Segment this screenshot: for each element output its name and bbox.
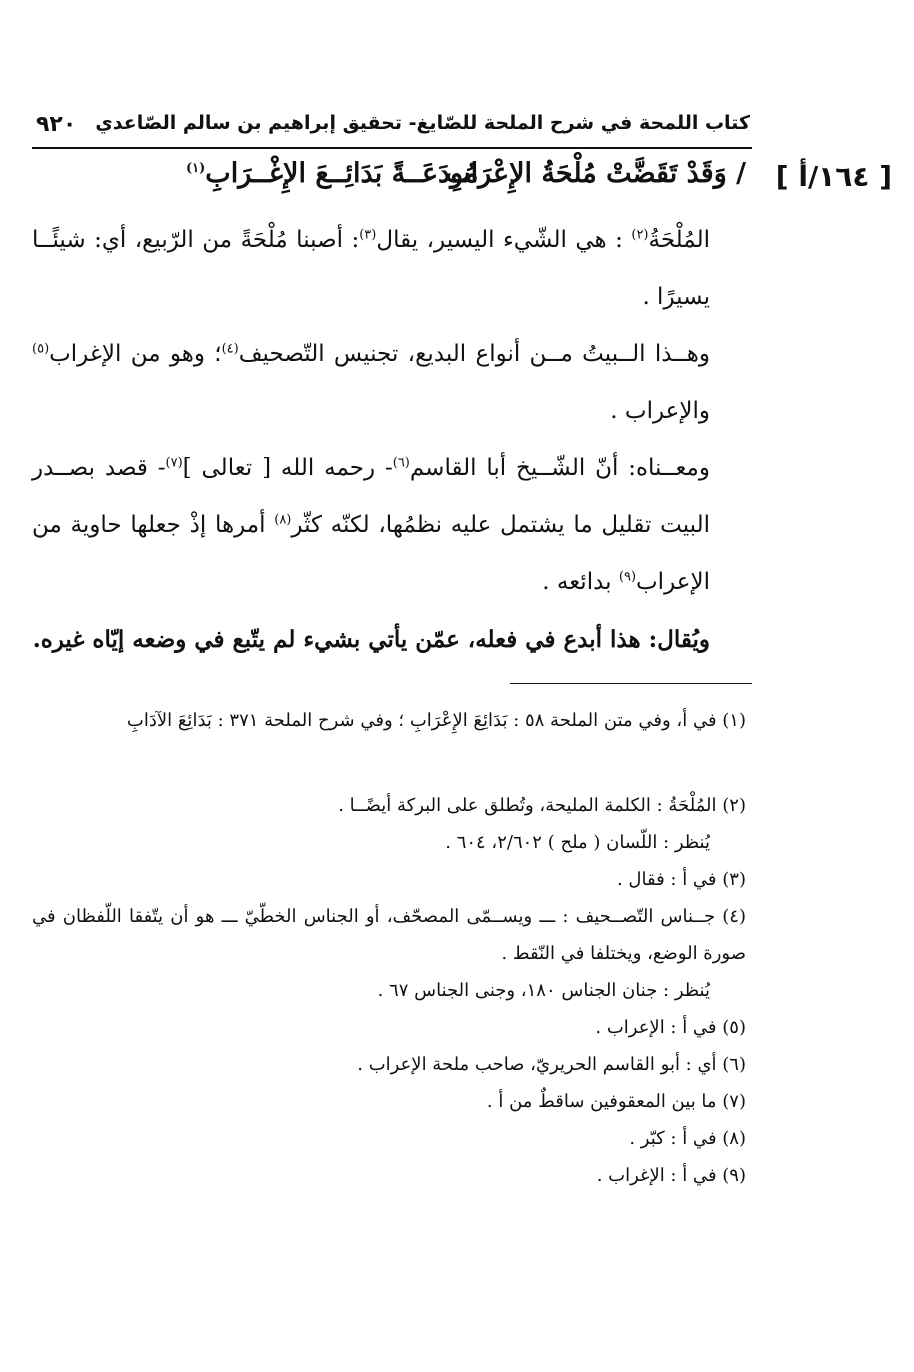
footnote-ref: (٦) xyxy=(392,455,410,471)
verse-line xyxy=(186,158,746,202)
text-run: - قصد بصــدر البيت تقليل ما يشتمل عليه نظمُها، لكنّه كثّر xyxy=(32,455,710,538)
footnote-ref: (١) xyxy=(186,161,206,176)
running-title: كتاب اللمحة في شرح الملحة للصّايغ- تحقيق إبراهيم بن سالم الصّاعدي xyxy=(95,112,750,134)
text-run: ؛ وهو من الإغراب xyxy=(49,341,222,367)
paragraph-2 xyxy=(32,326,746,440)
manuscript-folio-ref: [ ١٦٤/أ ] xyxy=(775,160,892,193)
footnote-1: (١) في أ، وفي متن الملحة ٥٨ : بَدَائِعَ الإِعْرَابِ ؛ وفي شرح الملحة ٣٧١ : بَدَائِعَ الآدَابِ xyxy=(126,710,746,731)
text-run: ومعــناه: أنّ الشّــيخ أبا القاسم xyxy=(409,455,710,481)
paragraph-4: ويُقال: هذا أبدع في فعله، عمّن يأتي بشيء لم يتّبع في وضعه إيّاه غيره. xyxy=(32,626,710,653)
footnote-8: (٨) في أ : كبّر . xyxy=(629,1128,746,1149)
text-run: أمرها إذْ جعلها حاوية من الإعراب xyxy=(32,512,710,595)
footnote-4: (٤) جــناس التّصــحيف : ـــ ويســمّى المصحّف، أو الجناس الخطّيّ ـــ هو أن يتّفقا اللّفظان في صورة الوضع، ويختلفا في النّقط . xyxy=(32,906,746,964)
verse-hemistich-1: / وَقَدْ تَقَضَّتْ مُلْحَةُ الإِعْرَابِ xyxy=(445,158,746,189)
footnote-4-continuation: يُنظر : جنان الجناس ١٨٠، وجنى الجناس ٦٧ . xyxy=(377,980,710,1001)
footnote-9: (٩) في أ : الإغراب . xyxy=(596,1165,746,1186)
paragraph-1 xyxy=(32,212,746,326)
footnote-ref: (٢) xyxy=(631,227,649,243)
header-rule xyxy=(32,147,752,149)
footnote-5: (٥) في أ : الإعراب . xyxy=(595,1017,746,1038)
text-run: وهــذا الــبيتُ مــن أنواع البديع، تجنيس التّصحيف xyxy=(238,341,710,367)
text-run: : هي الشّيء اليسير، يقال xyxy=(376,227,632,253)
footnote-7: (٧) ما بين المعقوفين ساقطٌ من أ . xyxy=(486,1091,746,1112)
footnote-ref: (٩) xyxy=(618,569,637,585)
footnote-2-continuation: يُنظر : اللّسان ( ملح ) ٢/٦٠٢، ٦٠٤ . xyxy=(445,832,710,853)
verse-hemistich-2 xyxy=(186,158,479,189)
text-run: : أصبنا مُلْحَةً من الرّبيع، أي: شيئًــا يسيرًا . xyxy=(32,227,710,310)
footnotes xyxy=(32,702,746,1194)
text-run: المُلْحَةُ xyxy=(648,227,710,253)
footnote-6: (٦) أي : أبو القاسم الحريريّ، صاحب ملحة الإعراب . xyxy=(357,1054,746,1075)
footnote-ref: (٧) xyxy=(165,455,183,471)
text-run: بدائعه . xyxy=(542,569,619,595)
text-run: والإعراب . xyxy=(610,398,710,424)
page-header xyxy=(36,110,750,144)
footnote-2: (٢) المُلْحَةُ : الكلمة المليحة، وتُطلق على البركة أيضًــا . xyxy=(338,795,746,816)
page-number: ٩٢٠ xyxy=(36,112,77,137)
footnote-separator xyxy=(510,683,752,684)
verse-hemistich-2-text: مُودَعَــةً بَدَائِــعَ الإِغْــرَابِ xyxy=(205,158,479,189)
footnote-ref: (٣) xyxy=(359,227,377,243)
main-text xyxy=(32,212,746,668)
text-run: - رحمه الله [ تعالى ] xyxy=(182,455,393,481)
footnote-ref: (٨) xyxy=(274,512,292,528)
paragraph-3 xyxy=(32,440,746,611)
footnote-ref: (٥) xyxy=(32,341,50,357)
footnote-ref: (٤) xyxy=(221,341,239,357)
footnote-3: (٣) في أ : فقال . xyxy=(616,869,746,890)
